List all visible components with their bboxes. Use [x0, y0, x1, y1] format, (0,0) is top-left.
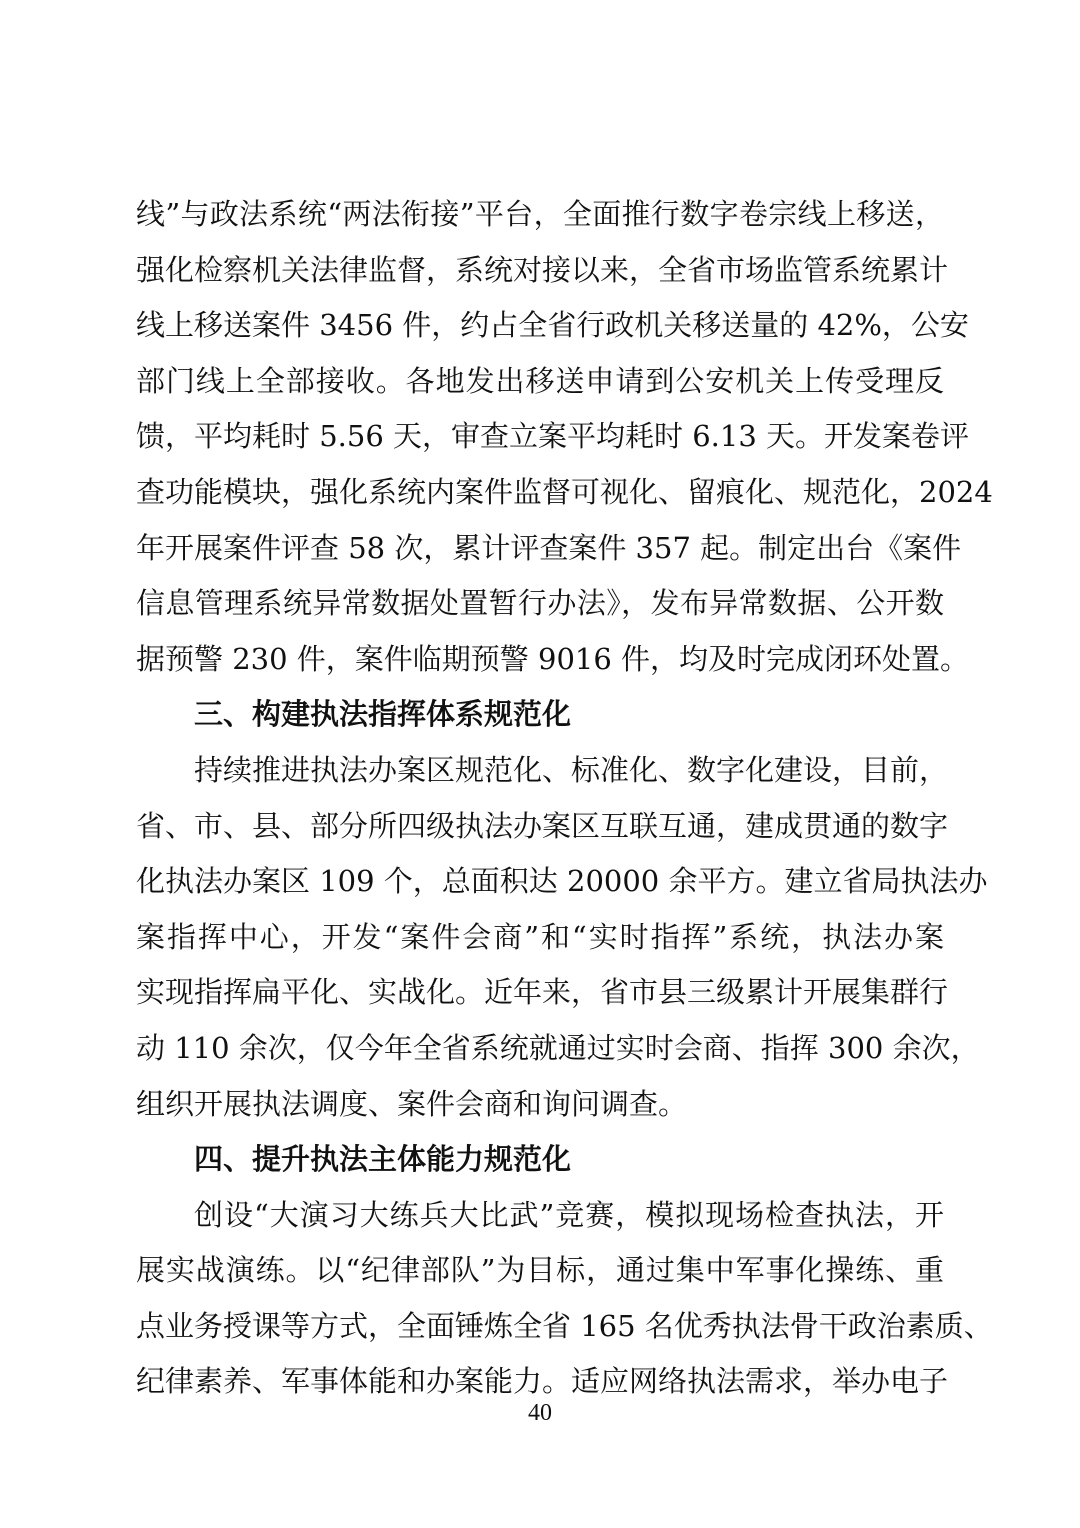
section-heading: 四、提升执法主体能力规范化: [194, 1142, 572, 1177]
text-line: 信息管理系统异常数据处置暂行办法》，发布异常数据、公开数: [136, 586, 944, 621]
paragraph-continuation: [136, 187, 993, 687]
text-line: 展实战演练。以“纪律部队”为目标，通过集中军事化操练、重: [136, 1253, 944, 1288]
document-page: [136, 187, 993, 1410]
section-four: [136, 1132, 993, 1410]
text-line: 部门线上全部接收。各地发出移送申请到公安机关上传受理反: [136, 363, 944, 398]
text-line: 据预警 230 件，案件临期预警 9016 件，均及时完成闭环处置。: [136, 641, 970, 676]
text-line: 化执法办案区 109 个，总面积达 20000 余平方。建立省局执法办: [136, 864, 988, 899]
text-line: 年开展案件评查 58 次，累计评查案件 357 起。制定出台《案件: [136, 530, 962, 565]
text-line: 强化检察机关法律监督，系统对接以来，全省市场监管系统累计: [136, 252, 949, 287]
text-line: 省、市、县、部分所四级执法办案区互联互通，建成贯通的数字: [136, 808, 949, 843]
text-line: 案指挥中心，开发“案件会商”和“实时指挥”系统，执法办案: [136, 919, 944, 954]
text-line: 线”与政法系统“两法衔接”平台，全面推行数字卷宗线上移送，: [136, 197, 944, 231]
page-number: 40: [528, 1400, 552, 1426]
text-line: 持续推进执法办案区规范化、标准化、数字化建设，目前，: [194, 752, 949, 787]
text-line: 纪律素养、军事体能和办案能力。适应网络执法需求，举办电子: [136, 1364, 949, 1399]
text-line: 查功能模块，强化系统内案件监督可视化、留痕化、规范化，2024: [136, 474, 993, 509]
text-line: 动 110 余次，仅今年全省系统就通过实时会商、指挥 300 余次，: [136, 1030, 980, 1065]
text-line: 组织开展执法调度、案件会商和询问调查。: [136, 1086, 688, 1121]
text-line: 点业务授课等方式，全面锤炼全省 165 名优秀执法骨干政治素质、: [136, 1308, 993, 1343]
section-heading: 三、构建执法指挥体系规范化: [194, 697, 572, 732]
text-line: 线上移送案件 3456 件，约占全省行政机关移送量的 42%，公安: [136, 308, 969, 343]
section-three: [136, 687, 988, 1132]
text-line: 馈，平均耗时 5.56 天，审查立案平均耗时 6.13 天。开发案卷评: [136, 419, 970, 454]
text-line: 实现指挥扁平化、实战化。近年来，省市县三级累计开展集群行: [136, 975, 949, 1010]
text-line: 创设“大演习大练兵大比武”竞赛，模拟现场检查执法，开: [194, 1197, 944, 1232]
